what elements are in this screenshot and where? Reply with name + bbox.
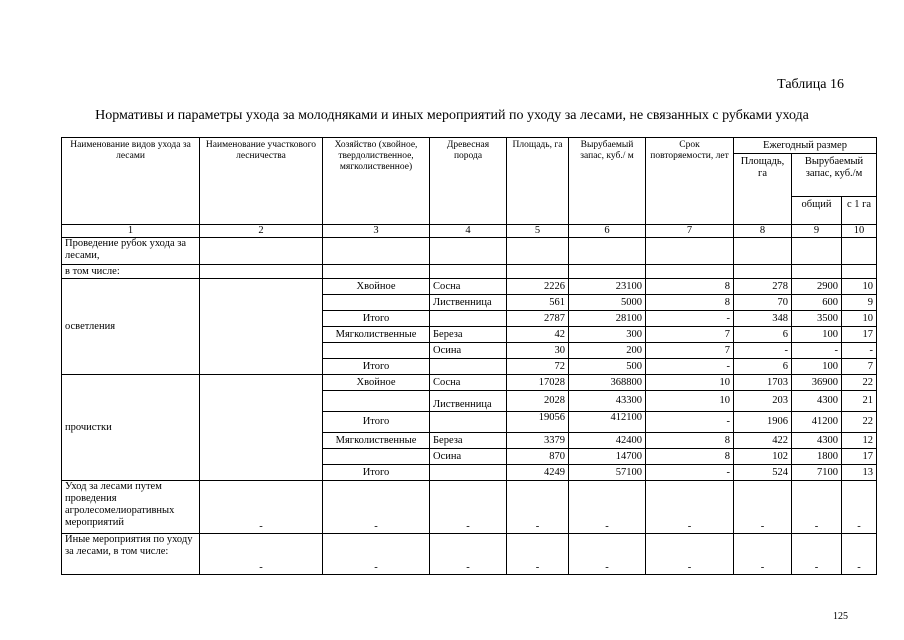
- document-title: Нормативы и параметры ухода за молодняками и иных мероприятий по уходу за лесами, не связанных с рубками ухода: [95, 108, 809, 123]
- header-farm: Хозяйство (хвойное, твердолиственное, мягколиственное): [323, 138, 430, 225]
- annual-ha-cell: 13: [842, 465, 877, 481]
- annual-ha-cell: 10: [842, 311, 877, 327]
- stock-cell: 500: [569, 359, 646, 375]
- stock-cell: 57100: [569, 465, 646, 481]
- annual-ha-cell: 12: [842, 433, 877, 449]
- dash-cell: -: [842, 481, 877, 534]
- col-num: 6: [569, 225, 646, 238]
- farm-cell: Итого: [323, 311, 430, 327]
- stock-cell: 28100: [569, 311, 646, 327]
- header-total: общий: [792, 197, 842, 225]
- annual-area-cell: -: [734, 343, 792, 359]
- stock-cell: 412100: [569, 412, 646, 433]
- annual-total-cell: 1800: [792, 449, 842, 465]
- annual-ha-cell: 9: [842, 295, 877, 311]
- annual-total-cell: 100: [792, 359, 842, 375]
- dash-cell: -: [323, 481, 430, 534]
- area-cell: 4249: [507, 465, 569, 481]
- header-type: Наименование видов ухода за лесами: [62, 138, 200, 225]
- annual-total-cell: 600: [792, 295, 842, 311]
- species-cell: Береза: [430, 327, 507, 343]
- area-cell: 2226: [507, 279, 569, 295]
- period-cell: 7: [646, 343, 734, 359]
- farm-cell: Итого: [323, 465, 430, 481]
- period-cell: 10: [646, 391, 734, 412]
- table-row: [62, 481, 877, 534]
- farm-cell: Хвойное: [323, 279, 430, 295]
- dash-cell: -: [430, 534, 507, 575]
- annual-ha-cell: 22: [842, 375, 877, 391]
- farm-cell: Хвойное: [323, 375, 430, 391]
- header-annual: Ежегодный размер: [734, 138, 877, 154]
- period-cell: 8: [646, 433, 734, 449]
- annual-area-cell: 278: [734, 279, 792, 295]
- dash-cell: -: [646, 481, 734, 534]
- species-cell: Осина: [430, 449, 507, 465]
- dash-cell: -: [734, 481, 792, 534]
- annual-area-cell: 1906: [734, 412, 792, 433]
- dash-cell: -: [323, 534, 430, 575]
- header-per-ha: с 1 га: [842, 197, 877, 225]
- farm-cell: Итого: [323, 359, 430, 375]
- stock-cell: 14700: [569, 449, 646, 465]
- col-num: 10: [842, 225, 877, 238]
- column-numbers-row: [62, 225, 877, 238]
- norms-table: [61, 137, 877, 575]
- area-cell: 42: [507, 327, 569, 343]
- stock-cell: 5000: [569, 295, 646, 311]
- col-num: 9: [792, 225, 842, 238]
- farm-cell: Мягколиственные: [323, 327, 430, 343]
- col-num: 2: [200, 225, 323, 238]
- thinning-title: Проведение рубок ухода за лесами,: [62, 238, 200, 265]
- annual-total-cell: 7100: [792, 465, 842, 481]
- col-num: 4: [430, 225, 507, 238]
- annual-area-cell: 102: [734, 449, 792, 465]
- col-num: 8: [734, 225, 792, 238]
- other-name: Иные мероприятия по уходу за лесами, в том числе:: [62, 534, 200, 575]
- period-cell: 7: [646, 327, 734, 343]
- species-cell: Сосна: [430, 375, 507, 391]
- stock-cell: 23100: [569, 279, 646, 295]
- dash-cell: -: [792, 534, 842, 575]
- annual-total-cell: 100: [792, 327, 842, 343]
- species-cell: Лиственница: [430, 295, 507, 311]
- farm-cell: Итого: [323, 412, 430, 433]
- header-species: Древесная порода: [430, 138, 507, 225]
- stock-cell: 200: [569, 343, 646, 359]
- period-cell: 8: [646, 449, 734, 465]
- annual-total-cell: -: [792, 343, 842, 359]
- header-area: Площадь, га: [507, 138, 569, 225]
- table-row: [62, 279, 877, 295]
- annual-ha-cell: 7: [842, 359, 877, 375]
- annual-total-cell: 3500: [792, 311, 842, 327]
- stock-cell: 300: [569, 327, 646, 343]
- annual-total-cell: 41200: [792, 412, 842, 433]
- annual-total-cell: 2900: [792, 279, 842, 295]
- annual-area-cell: 6: [734, 327, 792, 343]
- dash-cell: -: [569, 534, 646, 575]
- annual-ha-cell: 22: [842, 412, 877, 433]
- dash-cell: -: [507, 481, 569, 534]
- dash-cell: -: [842, 534, 877, 575]
- annual-area-cell: 1703: [734, 375, 792, 391]
- annual-ha-cell: -: [842, 343, 877, 359]
- table-label: Таблица 16: [777, 77, 844, 92]
- species-cell: Береза: [430, 433, 507, 449]
- dash-cell: -: [646, 534, 734, 575]
- dash-cell: -: [792, 481, 842, 534]
- period-cell: -: [646, 412, 734, 433]
- period-cell: 8: [646, 279, 734, 295]
- area-cell: 3379: [507, 433, 569, 449]
- stock-cell: 42400: [569, 433, 646, 449]
- annual-ha-cell: 17: [842, 449, 877, 465]
- header-row-1: [62, 138, 877, 154]
- annual-area-cell: 422: [734, 433, 792, 449]
- period-cell: -: [646, 359, 734, 375]
- annual-area-cell: 70: [734, 295, 792, 311]
- area-cell: 17028: [507, 375, 569, 391]
- header-period: Срок повторяемости, лет: [646, 138, 734, 225]
- header-annual-area: Площадь, га: [734, 154, 792, 225]
- species-cell: Сосна: [430, 279, 507, 295]
- thinning-subtitle: в том числе:: [62, 265, 200, 279]
- header-forestry: Наименование участкового лесничества: [200, 138, 323, 225]
- agro-name: Уход за лесами путем проведения агролесомелиоративных мероприятий: [62, 481, 200, 534]
- annual-area-cell: 6: [734, 359, 792, 375]
- period-cell: -: [646, 465, 734, 481]
- annual-ha-cell: 17: [842, 327, 877, 343]
- table-row: [62, 375, 877, 391]
- stock-cell: 368800: [569, 375, 646, 391]
- table-row: [62, 238, 877, 265]
- col-num: 5: [507, 225, 569, 238]
- annual-area-cell: 348: [734, 311, 792, 327]
- annual-total-cell: 36900: [792, 375, 842, 391]
- stock-cell: 43300: [569, 391, 646, 412]
- dash-cell: -: [200, 534, 323, 575]
- area-cell: 30: [507, 343, 569, 359]
- area-cell: 19056: [507, 412, 569, 433]
- area-cell: 561: [507, 295, 569, 311]
- species-cell: Лиственница: [430, 391, 507, 412]
- dash-cell: -: [200, 481, 323, 534]
- area-cell: 2787: [507, 311, 569, 327]
- dash-cell: -: [507, 534, 569, 575]
- species-cell: Осина: [430, 343, 507, 359]
- dash-cell: -: [569, 481, 646, 534]
- period-cell: 10: [646, 375, 734, 391]
- table-row: [62, 265, 877, 279]
- header-annual-stock: Вырубаемый запас, куб./м: [792, 154, 877, 197]
- farm-cell: Мягколиственные: [323, 433, 430, 449]
- annual-ha-cell: 10: [842, 279, 877, 295]
- table-row: [62, 534, 877, 575]
- period-cell: -: [646, 311, 734, 327]
- annual-ha-cell: 21: [842, 391, 877, 412]
- period-cell: 8: [646, 295, 734, 311]
- area-cell: 72: [507, 359, 569, 375]
- annual-total-cell: 4300: [792, 391, 842, 412]
- annual-area-cell: 203: [734, 391, 792, 412]
- area-cell: 2028: [507, 391, 569, 412]
- col-num: 3: [323, 225, 430, 238]
- header-stock: Вырубаемый запас, куб./ м: [569, 138, 646, 225]
- annual-area-cell: 524: [734, 465, 792, 481]
- dash-cell: -: [430, 481, 507, 534]
- pro-name: прочистки: [62, 375, 200, 481]
- area-cell: 870: [507, 449, 569, 465]
- col-num: 7: [646, 225, 734, 238]
- dash-cell: -: [734, 534, 792, 575]
- page-number: 125: [833, 611, 848, 622]
- col-num: 1: [62, 225, 200, 238]
- osv-name: осветления: [62, 279, 200, 375]
- annual-total-cell: 4300: [792, 433, 842, 449]
